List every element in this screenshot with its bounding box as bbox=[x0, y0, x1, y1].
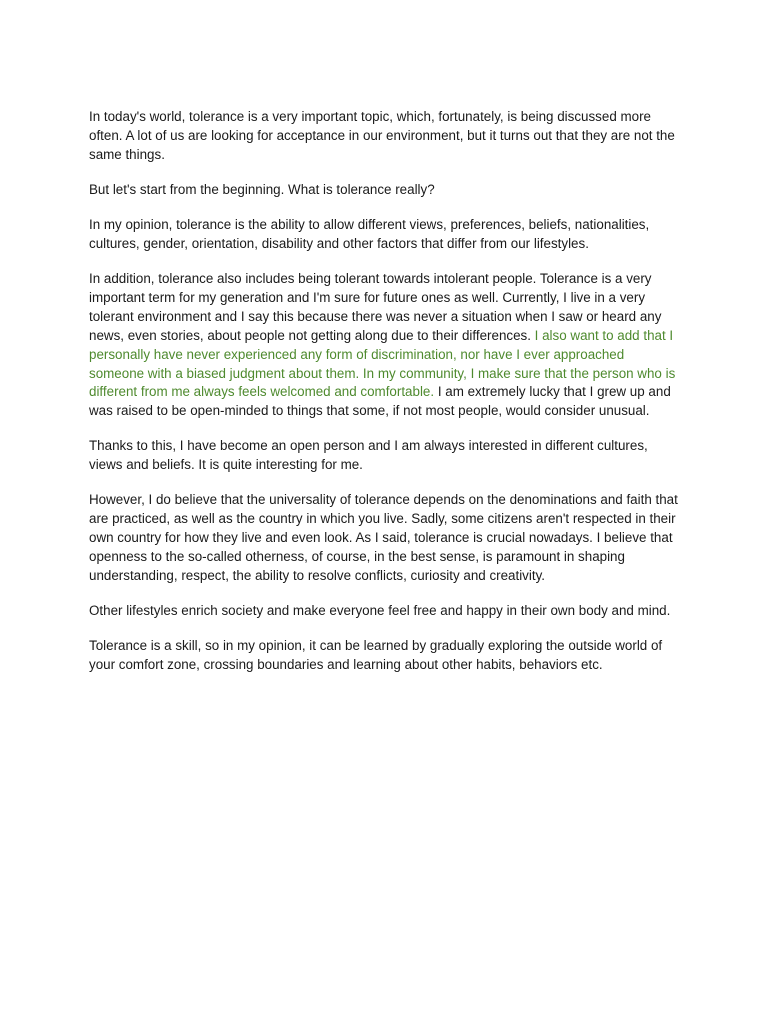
paragraph-5 bbox=[89, 437, 681, 475]
paragraph-text: Thanks to this, I have become an open person and I am always interested in different cultures, views and beliefs. It is quite interesting for me. bbox=[89, 438, 648, 473]
paragraph-text: In my opinion, tolerance is the ability to allow different views, preferences, beliefs, nationalities, cultures, gender, orientation, disability and other factors that differ from our lifestyles. bbox=[89, 217, 650, 251]
paragraph-text: Other lifestyles enrich society and make everyone feel free and happy in their own body and mind. bbox=[89, 603, 671, 619]
document-body bbox=[89, 108, 681, 691]
highlighted-text: I also want to add that I personally have never experienced any form of discrimination, nor have I ever approached someone with a biased judgment about them. In my community, I make sure that the person who is different from me always feels welcomed and comfortable. bbox=[89, 327, 676, 400]
paragraph-2 bbox=[89, 181, 681, 200]
paragraph-8 bbox=[89, 637, 681, 675]
paragraph-7 bbox=[89, 602, 681, 621]
paragraph-4 bbox=[89, 270, 681, 421]
paragraph-text: But let's start from the beginning. What is tolerance really? bbox=[89, 181, 435, 197]
paragraph-text: In addition, tolerance also includes being tolerant towards intolerant people. Tolerance is a very important term for my generation and I'm sure for future ones as well. Currently, I live in a very tolerant environment and I say this because there was never a situation when I saw or heard any news, even stories, about people not getting along due to their differences. bbox=[89, 271, 662, 343]
paragraph-1 bbox=[89, 108, 681, 165]
paragraph-text: In today's world, tolerance is a very important topic, which, fortunately, is being discussed more often. A lot of us are looking for acceptance in our environment, but it turns out that they are not the same things. bbox=[89, 109, 675, 162]
paragraph-text: Tolerance is a skill, so in my opinion, it can be learned by gradually exploring the outside world of your comfort zone, crossing boundaries and learning about other habits, behaviors etc. bbox=[89, 638, 663, 673]
paragraph-6 bbox=[89, 491, 681, 586]
paragraph-text: I am extremely lucky that I grew up and was raised to be open-minded to things that some, if not most people, would consider unusual. bbox=[89, 384, 671, 419]
paragraph-text: However, I do believe that the universality of tolerance depends on the denominations and faith that are practiced, as well as the country in which you live. Sadly, some citizens aren't respected in their own country for how they live and even look. As I said, tolerance is crucial nowadays. I believe that openness to the so-called otherness, of course, in the best sense, is paramount in shaping understanding, respect, the ability to resolve conflicts, curiosity and creativity. bbox=[89, 492, 678, 584]
paragraph-3 bbox=[89, 216, 681, 254]
